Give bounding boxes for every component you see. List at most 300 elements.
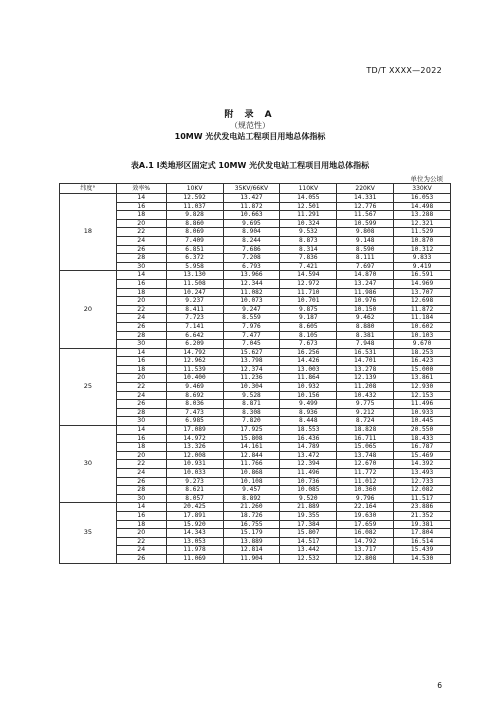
- value-cell: 19.630: [337, 511, 394, 520]
- value-cell: 11.872: [223, 202, 280, 211]
- efficiency-cell: 20: [116, 374, 166, 383]
- value-cell: 16.787: [394, 443, 451, 452]
- value-cell: 7.421: [280, 262, 337, 271]
- value-cell: 9.532: [280, 228, 337, 237]
- value-cell: 9.875: [280, 305, 337, 314]
- value-cell: 18.828: [337, 426, 394, 435]
- efficiency-cell: 26: [116, 322, 166, 331]
- value-cell: 9.237: [166, 297, 223, 306]
- value-cell: 12.139: [337, 374, 394, 383]
- efficiency-cell: 18: [116, 211, 166, 220]
- value-cell: 18.253: [394, 348, 451, 357]
- value-cell: 12.776: [337, 202, 394, 211]
- value-cell: 16.256: [280, 348, 337, 357]
- value-cell: 8.605: [280, 322, 337, 331]
- table-row: [60, 314, 451, 323]
- value-cell: 12.153: [394, 391, 451, 400]
- value-cell: 7.697: [337, 262, 394, 271]
- appendix-nature: （规范性）: [230, 121, 270, 130]
- value-cell: 13.717: [337, 546, 394, 555]
- value-cell: 10.599: [337, 219, 394, 228]
- value-cell: 11.864: [280, 374, 337, 383]
- value-cell: 6.372: [166, 254, 223, 263]
- value-cell: 13.707: [394, 288, 451, 297]
- value-cell: 9.520: [280, 494, 337, 503]
- efficiency-cell: 14: [116, 503, 166, 512]
- value-cell: 8.590: [337, 245, 394, 254]
- value-cell: 12.808: [337, 554, 394, 563]
- table-row: [60, 529, 451, 538]
- value-cell: 10.445: [394, 417, 451, 426]
- table-row: [60, 460, 451, 469]
- value-cell: 20.425: [166, 503, 223, 512]
- value-cell: 8.692: [166, 391, 223, 400]
- value-cell: 16.082: [337, 529, 394, 538]
- value-cell: 14.792: [166, 348, 223, 357]
- value-cell: 11.539: [166, 365, 223, 374]
- value-cell: 9.796: [337, 494, 394, 503]
- value-cell: 11.872: [394, 305, 451, 314]
- table-row: [60, 477, 451, 486]
- value-cell: 11.496: [280, 469, 337, 478]
- document-code: TD/T XXXX—2022: [366, 66, 442, 75]
- value-cell: 13.889: [223, 537, 280, 546]
- efficiency-cell: 16: [116, 202, 166, 211]
- efficiency-cell: 20: [116, 297, 166, 306]
- value-cell: 8.936: [280, 408, 337, 417]
- table-row: [60, 365, 451, 374]
- value-cell: 9.148: [337, 236, 394, 245]
- efficiency-cell: 14: [116, 271, 166, 280]
- table-row: [60, 434, 451, 443]
- table-row: [60, 322, 451, 331]
- efficiency-cell: 16: [116, 279, 166, 288]
- value-cell: 9.833: [394, 254, 451, 263]
- header-110kv: 110KV: [280, 184, 337, 194]
- value-cell: 23.886: [394, 503, 451, 512]
- latitude-cell: 25: [60, 348, 117, 425]
- efficiency-cell: 30: [116, 417, 166, 426]
- value-cell: 8.411: [166, 305, 223, 314]
- latitude-cell: 18: [60, 194, 117, 271]
- value-cell: 12.930: [394, 383, 451, 392]
- table-row: [60, 511, 451, 520]
- value-cell: 9.828: [166, 211, 223, 220]
- value-cell: 9.670: [394, 340, 451, 349]
- value-cell: 13.278: [337, 365, 394, 374]
- value-cell: 11.772: [337, 469, 394, 478]
- value-cell: 10.247: [166, 288, 223, 297]
- table-header-row: [60, 184, 451, 194]
- value-cell: 16.514: [394, 537, 451, 546]
- value-cell: 9.528: [223, 391, 280, 400]
- value-cell: 17.804: [394, 529, 451, 538]
- appendix-name: 10MW 光伏发电站工程项目用地总体指标: [174, 132, 326, 141]
- table-row: [60, 194, 451, 203]
- table-row: [60, 262, 451, 271]
- value-cell: 12.008: [166, 451, 223, 460]
- value-cell: 11.069: [166, 554, 223, 563]
- value-cell: 14.517: [280, 537, 337, 546]
- value-cell: 10.108: [223, 477, 280, 486]
- table-row: [60, 417, 451, 426]
- value-cell: 12.501: [280, 202, 337, 211]
- value-cell: 8.244: [223, 236, 280, 245]
- value-cell: 12.698: [394, 297, 451, 306]
- value-cell: 11.529: [394, 228, 451, 237]
- value-cell: 7.477: [223, 331, 280, 340]
- table-row: [60, 469, 451, 478]
- efficiency-cell: 20: [116, 451, 166, 460]
- value-cell: 13.427: [223, 194, 280, 203]
- value-cell: 16.436: [280, 434, 337, 443]
- efficiency-cell: 24: [116, 469, 166, 478]
- value-cell: 16.755: [223, 520, 280, 529]
- value-cell: 17.659: [337, 520, 394, 529]
- efficiency-cell: 14: [116, 194, 166, 203]
- value-cell: 12.670: [337, 460, 394, 469]
- value-cell: 8.448: [280, 417, 337, 426]
- value-cell: 13.798: [223, 357, 280, 366]
- value-cell: 8.111: [337, 254, 394, 263]
- value-cell: 15.179: [223, 529, 280, 538]
- header-35kv-66kv: 35KV/66KV: [223, 184, 280, 194]
- value-cell: 10.360: [337, 486, 394, 495]
- value-cell: 7.686: [223, 245, 280, 254]
- table-row: [60, 554, 451, 563]
- value-cell: 10.324: [280, 219, 337, 228]
- efficiency-cell: 22: [116, 460, 166, 469]
- table-row: [60, 228, 451, 237]
- value-cell: 18.553: [280, 426, 337, 435]
- value-cell: 12.962: [166, 357, 223, 366]
- value-cell: 11.517: [394, 494, 451, 503]
- value-cell: 8.057: [166, 494, 223, 503]
- efficiency-cell: 16: [116, 511, 166, 520]
- value-cell: 16.053: [394, 194, 451, 203]
- table-row: [60, 546, 451, 555]
- value-cell: 8.105: [280, 331, 337, 340]
- table-row: [60, 374, 451, 383]
- value-cell: 11.766: [223, 460, 280, 469]
- value-cell: 16.423: [394, 357, 451, 366]
- value-cell: 16.591: [394, 271, 451, 280]
- value-cell: 9.419: [394, 262, 451, 271]
- value-cell: 12.844: [223, 451, 280, 460]
- value-cell: 18.726: [223, 511, 280, 520]
- value-cell: 18.433: [394, 434, 451, 443]
- value-cell: 7.473: [166, 408, 223, 417]
- header-efficiency: 效率%: [116, 184, 166, 194]
- value-cell: 10.933: [394, 408, 451, 417]
- table-row: [60, 486, 451, 495]
- value-cell: 15.807: [280, 529, 337, 538]
- efficiency-cell: 28: [116, 486, 166, 495]
- value-cell: 12.321: [394, 219, 451, 228]
- table-row: [60, 537, 451, 546]
- value-cell: 14.972: [166, 434, 223, 443]
- efficiency-cell: 28: [116, 331, 166, 340]
- efficiency-cell: 18: [116, 365, 166, 374]
- efficiency-cell: 20: [116, 219, 166, 228]
- table-row: [60, 288, 451, 297]
- value-cell: 14.969: [394, 279, 451, 288]
- value-cell: 14.792: [337, 537, 394, 546]
- value-cell: 9.499: [280, 400, 337, 409]
- value-cell: 6.209: [166, 340, 223, 349]
- value-cell: 10.304: [223, 383, 280, 392]
- value-cell: 14.331: [337, 194, 394, 203]
- value-cell: 10.400: [166, 374, 223, 383]
- value-cell: 7.836: [280, 254, 337, 263]
- value-cell: 9.273: [166, 477, 223, 486]
- value-cell: 12.814: [223, 546, 280, 555]
- value-cell: 6.642: [166, 331, 223, 340]
- value-cell: 14.392: [394, 460, 451, 469]
- value-cell: 8.892: [223, 494, 280, 503]
- efficiency-cell: 24: [116, 314, 166, 323]
- unit-note: 单位为公顷: [410, 175, 443, 183]
- value-cell: 7.820: [223, 417, 280, 426]
- table-row: [60, 331, 451, 340]
- table-row: [60, 340, 451, 349]
- efficiency-cell: 22: [116, 383, 166, 392]
- value-cell: 10.931: [166, 460, 223, 469]
- value-cell: 16.531: [337, 348, 394, 357]
- value-cell: 15.808: [223, 434, 280, 443]
- value-cell: 13.966: [223, 271, 280, 280]
- value-cell: 15.469: [394, 451, 451, 460]
- value-cell: 14.343: [166, 529, 223, 538]
- value-cell: 10.150: [337, 305, 394, 314]
- efficiency-cell: 28: [116, 408, 166, 417]
- efficiency-cell: 22: [116, 305, 166, 314]
- value-cell: 17.089: [166, 426, 223, 435]
- value-cell: 6.793: [223, 262, 280, 271]
- value-cell: 10.736: [280, 477, 337, 486]
- value-cell: 14.530: [394, 554, 451, 563]
- table-row: [60, 357, 451, 366]
- value-cell: 8.036: [166, 400, 223, 409]
- table-row: [60, 348, 451, 357]
- value-cell: 13.053: [166, 537, 223, 546]
- efficiency-cell: 26: [116, 245, 166, 254]
- efficiency-cell: 22: [116, 228, 166, 237]
- value-cell: 17.891: [166, 511, 223, 520]
- value-cell: 15.627: [223, 348, 280, 357]
- table-row: [60, 503, 451, 512]
- value-cell: 11.496: [394, 400, 451, 409]
- table-row: [60, 400, 451, 409]
- efficiency-cell: 14: [116, 348, 166, 357]
- value-cell: 9.457: [223, 486, 280, 495]
- value-cell: 12.532: [280, 554, 337, 563]
- value-cell: 20.550: [394, 426, 451, 435]
- value-cell: 21.352: [394, 511, 451, 520]
- value-cell: 9.462: [337, 314, 394, 323]
- value-cell: 10.663: [223, 211, 280, 220]
- value-cell: 17.384: [280, 520, 337, 529]
- value-cell: 8.880: [337, 322, 394, 331]
- value-cell: 14.789: [280, 443, 337, 452]
- value-cell: 14.701: [337, 357, 394, 366]
- value-cell: 14.870: [337, 271, 394, 280]
- value-cell: 7.976: [223, 322, 280, 331]
- value-cell: 7.045: [223, 340, 280, 349]
- value-cell: 10.868: [223, 469, 280, 478]
- value-cell: 13.748: [337, 451, 394, 460]
- value-cell: 10.156: [280, 391, 337, 400]
- value-cell: 15.065: [337, 443, 394, 452]
- value-cell: 9.212: [337, 408, 394, 417]
- value-cell: 6.985: [166, 417, 223, 426]
- value-cell: 13.326: [166, 443, 223, 452]
- value-cell: 8.871: [223, 400, 280, 409]
- value-cell: 10.312: [394, 245, 451, 254]
- latitude-cell: 35: [60, 503, 117, 563]
- value-cell: 11.208: [337, 383, 394, 392]
- table-caption: 表A.1 Ⅰ类地形区固定式 10MW 光伏发电站工程项目用地总体指标: [130, 161, 370, 170]
- header-220kv: 220KV: [337, 184, 394, 194]
- value-cell: 13.472: [280, 451, 337, 460]
- latitude-cell: 30: [60, 426, 117, 503]
- value-cell: 11.710: [280, 288, 337, 297]
- value-cell: 21.260: [223, 503, 280, 512]
- table-row: [60, 254, 451, 263]
- efficiency-cell: 26: [116, 477, 166, 486]
- efficiency-cell: 30: [116, 494, 166, 503]
- value-cell: 8.559: [223, 314, 280, 323]
- value-cell: 10.432: [337, 391, 394, 400]
- value-cell: 13.442: [280, 546, 337, 555]
- value-cell: 6.851: [166, 245, 223, 254]
- efficiency-cell: 30: [116, 340, 166, 349]
- value-cell: 12.374: [223, 365, 280, 374]
- table-row: [60, 451, 451, 460]
- efficiency-cell: 14: [116, 426, 166, 435]
- efficiency-cell: 22: [116, 537, 166, 546]
- value-cell: 15.439: [394, 546, 451, 555]
- table-row: [60, 297, 451, 306]
- efficiency-cell: 28: [116, 254, 166, 263]
- value-cell: 9.695: [223, 219, 280, 228]
- value-cell: 11.184: [394, 314, 451, 323]
- value-cell: 19.355: [280, 511, 337, 520]
- value-cell: 14.498: [394, 202, 451, 211]
- value-cell: 13.130: [166, 271, 223, 280]
- value-cell: 12.733: [394, 477, 451, 486]
- value-cell: 8.724: [337, 417, 394, 426]
- table-row: [60, 408, 451, 417]
- value-cell: 7.409: [166, 236, 223, 245]
- value-cell: 11.037: [166, 202, 223, 211]
- value-cell: 12.394: [280, 460, 337, 469]
- efficiency-cell: 26: [116, 400, 166, 409]
- value-cell: 9.247: [223, 305, 280, 314]
- value-cell: 12.592: [166, 194, 223, 203]
- value-cell: 5.958: [166, 262, 223, 271]
- efficiency-cell: 24: [116, 236, 166, 245]
- value-cell: 8.860: [166, 219, 223, 228]
- table-row: [60, 426, 451, 435]
- value-cell: 11.012: [337, 477, 394, 486]
- efficiency-cell: 24: [116, 546, 166, 555]
- header-330kv: 330KV: [394, 184, 451, 194]
- value-cell: 14.161: [223, 443, 280, 452]
- header-10kv: 10KV: [166, 184, 223, 194]
- value-cell: 9.187: [280, 314, 337, 323]
- value-cell: 8.314: [280, 245, 337, 254]
- value-cell: 8.381: [337, 331, 394, 340]
- table-row: [60, 383, 451, 392]
- table-row: [60, 211, 451, 220]
- value-cell: 12.344: [223, 279, 280, 288]
- value-cell: 13.861: [394, 374, 451, 383]
- land-use-table: [59, 183, 451, 564]
- efficiency-cell: 16: [116, 357, 166, 366]
- table-row: [60, 520, 451, 529]
- table-body: [60, 194, 451, 564]
- value-cell: 11.082: [223, 288, 280, 297]
- value-cell: 16.711: [337, 434, 394, 443]
- value-cell: 10.085: [280, 486, 337, 495]
- table-row: [60, 219, 451, 228]
- value-cell: 7.723: [166, 314, 223, 323]
- value-cell: 13.003: [280, 365, 337, 374]
- efficiency-cell: 24: [116, 391, 166, 400]
- value-cell: 10.602: [394, 322, 451, 331]
- value-cell: 10.073: [223, 297, 280, 306]
- value-cell: 21.889: [280, 503, 337, 512]
- table-row: [60, 443, 451, 452]
- table-row: [60, 271, 451, 280]
- table-row: [60, 202, 451, 211]
- value-cell: 13.288: [394, 211, 451, 220]
- value-cell: 10.701: [280, 297, 337, 306]
- value-cell: 13.247: [337, 279, 394, 288]
- value-cell: 15.000: [394, 365, 451, 374]
- value-cell: 11.236: [223, 374, 280, 383]
- value-cell: 8.873: [280, 236, 337, 245]
- value-cell: 10.932: [280, 383, 337, 392]
- value-cell: 17.925: [223, 426, 280, 435]
- value-cell: 9.469: [166, 383, 223, 392]
- efficiency-cell: 26: [116, 554, 166, 563]
- value-cell: 13.493: [394, 469, 451, 478]
- efficiency-cell: 18: [116, 443, 166, 452]
- value-cell: 8.069: [166, 228, 223, 237]
- value-cell: 22.164: [337, 503, 394, 512]
- value-cell: 11.904: [223, 554, 280, 563]
- value-cell: 11.978: [166, 546, 223, 555]
- value-cell: 7.208: [223, 254, 280, 263]
- table-row: [60, 494, 451, 503]
- value-cell: 11.986: [337, 288, 394, 297]
- value-cell: 11.567: [337, 211, 394, 220]
- value-cell: 14.594: [280, 271, 337, 280]
- efficiency-cell: 30: [116, 262, 166, 271]
- value-cell: 10.033: [166, 469, 223, 478]
- value-cell: 12.972: [280, 279, 337, 288]
- appendix-title: 附 录 A: [224, 110, 276, 120]
- header-latitude: 纬度°: [60, 184, 117, 194]
- table-row: [60, 236, 451, 245]
- efficiency-cell: 16: [116, 434, 166, 443]
- table-row: [60, 305, 451, 314]
- value-cell: 10.870: [394, 236, 451, 245]
- value-cell: 14.426: [280, 357, 337, 366]
- value-cell: 10.976: [337, 297, 394, 306]
